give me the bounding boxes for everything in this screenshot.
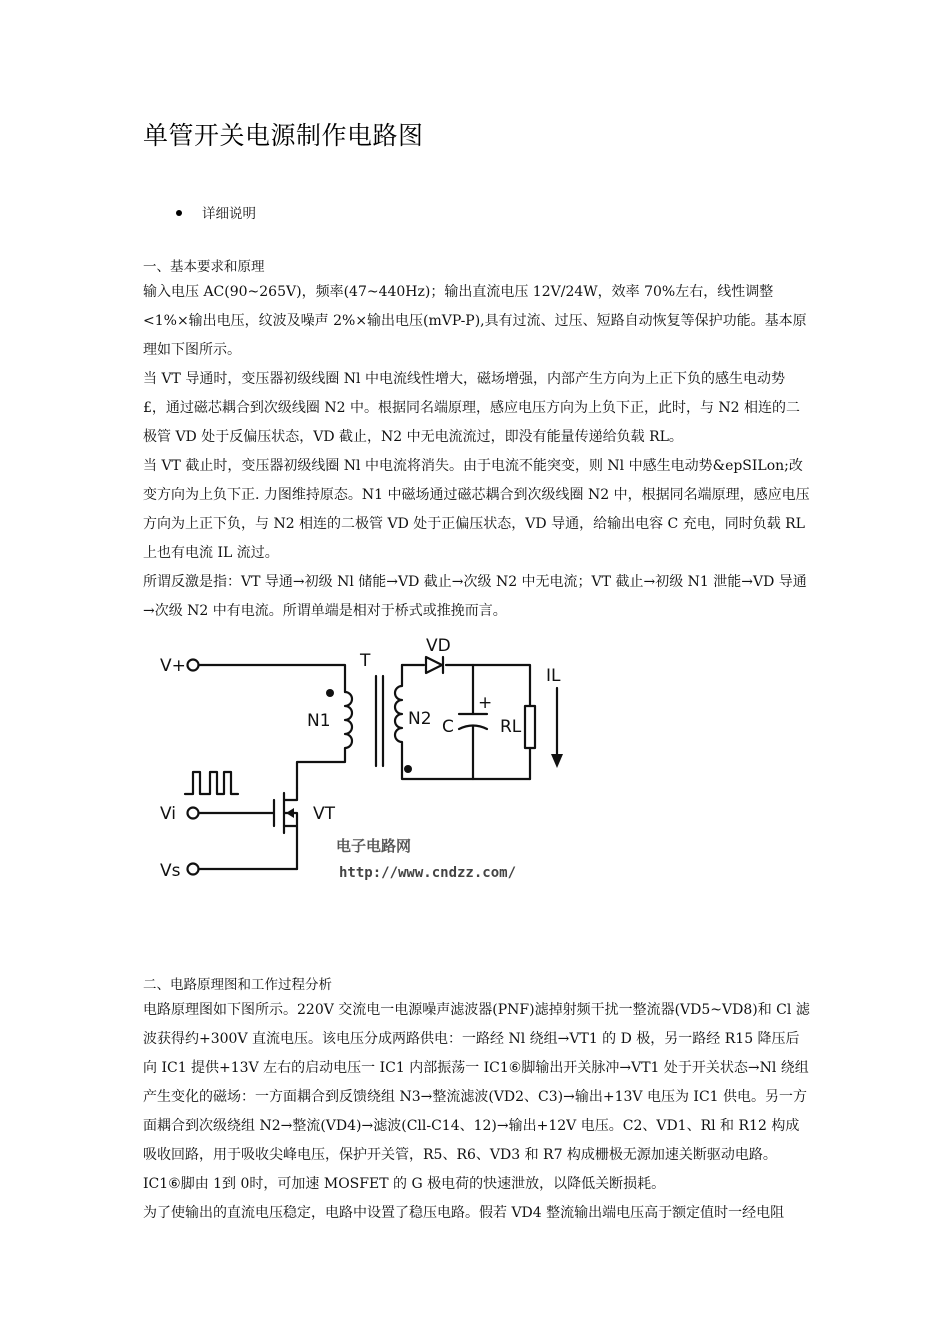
- label-rl: RL: [500, 717, 522, 737]
- label-n2: N2: [408, 709, 432, 729]
- paragraph: 当 VT 导通时，变压器初级线圈 Nl 中电流线性增大，磁场增强，内部产生方向为上正下负的感生电动势 £，通过磁芯耦合到次级线圈 N2 中。根据同名端原理，感应电压方向为上负下正，此时，与 N2 相连的二极管 VD 处于反偏压状态，VD 截止，N2 中无电流流过，即没有能量传递给负载 RL。: [143, 371, 801, 445]
- label-n1: N1: [307, 711, 331, 731]
- label-il: IL: [546, 666, 561, 686]
- paragraph: 所谓反激是指：VT 导通→初级 Nl 储能→VD 截止→次级 N2 中无电流；VT 截止→初级 N1 泄能→VD 导通→次级 N2 中有电流。所谓单端是相对于桥式或推挽而言。: [143, 574, 807, 619]
- label-vs: Vs: [160, 861, 181, 881]
- section1-body: [143, 278, 811, 626]
- label-plus: +: [478, 693, 493, 713]
- mosfet-arrowhead-icon: [286, 808, 294, 818]
- paragraph: 电路原理图如下图所示。220V 交流电一电源噪声滤波器(PNF)滤掉射频干扰一整流器(VD5~VD8)和 Cl 滤波获得约+300V 直流电压。该电压分成两路供电：一路经 Nl 绕组→VT1 的 D 极，另一路经 R15 降压后向 IC1 提供+13V 左右的启动电压一 IC1 内部振荡一 IC1⑥脚输出开关脉冲→VT1 处于开关状态→Nl 绕组产生变化的磁场：一方面耦合到反馈绕组 N3→整流滤波(VD2、C3)→输出+13V 电压为 IC1 供电。另一方面耦合到次级绕组 N2→整流(VD4)→滤波(Cll-C14、12)→输出+12V 电压。C2、VD1、Rl 和 R12 构成吸收回路，用于吸收尖峰电压，保护开关管，R5、R6、VD3 和 R7 构成栅极无源加速关断驱动电路。IC1⑥脚由 1到 0时，可加速 MOSFET 的 G 极电荷的快速泄放，以降低关断损耗。: [143, 1002, 810, 1192]
- vi-terminal-icon: [188, 808, 199, 819]
- watermark-url: http://www.cndzz.com/: [339, 865, 517, 881]
- section2-heading: 二、电路原理图和工作过程分析: [143, 977, 332, 993]
- resistor-rl-icon: [525, 706, 535, 748]
- paragraph: 输入电压 AC(90~265V)，频率(47~440Hz)；输出直流电压 12V/24W，效率 70%左右，线性调整 <1%×输出电压，纹波及噪声 2%×输出电压(mVP-P),具有过流、过压、短路自动恢复等保护功能。基本原理如下图所示。: [143, 284, 807, 358]
- n1-coil-icon: [297, 692, 352, 788]
- vplus-terminal-icon: [188, 660, 199, 671]
- label-t: T: [360, 651, 371, 671]
- section2-body: [143, 996, 811, 1228]
- n1-dot-mark-icon: [326, 689, 334, 697]
- section1-heading: 一、基本要求和原理: [143, 259, 265, 275]
- n2-dot-mark-icon: [404, 765, 412, 773]
- gate-wire: [199, 800, 274, 826]
- il-arrowhead-icon: [551, 754, 563, 768]
- label-vi: Vi: [160, 804, 176, 824]
- watermark-name: 电子电路网: [336, 837, 412, 855]
- page-title: 单管开关电源制作电路图: [143, 121, 424, 150]
- label-vd: VD: [426, 636, 451, 656]
- label-vt: VT: [313, 804, 336, 824]
- paragraph: 当 VT 截止时，变压器初级线圈 Nl 中电流将消失。由于电流不能突变，则 Nl 中感生电动势&epSILon;改变方向为上负下正. 力图维持原态。N1 中磁场通过磁芯耦合到次级线圈 N2 中，根据同名端原理，感应电压方向为上正下负，与 N2 相连的二极管 VD 处于正偏压状态，VD 导通，给输出电容 C 充电，同时负载 RL 上也有电流 IL 流过。: [143, 458, 810, 561]
- vs-terminal-icon: [188, 864, 199, 875]
- pulse-waveform-icon: [185, 772, 238, 794]
- bullet-item: [176, 202, 256, 222]
- bullet-label: 详细说明: [202, 206, 256, 222]
- diode-vd-icon: [426, 657, 442, 673]
- label-c: C: [442, 717, 454, 737]
- vplus-wire: [199, 665, 345, 692]
- secondary-top-wire: [402, 665, 530, 706]
- label-vplus: V+: [160, 656, 186, 676]
- paragraph: 为了使输出的直流电压稳定，电路中设置了稳压电路。假若 VD4 整流输出端电压高于额定值时一经电阻: [143, 1205, 785, 1221]
- flyback-circuit-diagram: [150, 636, 590, 898]
- bullet-dot-icon: [176, 210, 182, 216]
